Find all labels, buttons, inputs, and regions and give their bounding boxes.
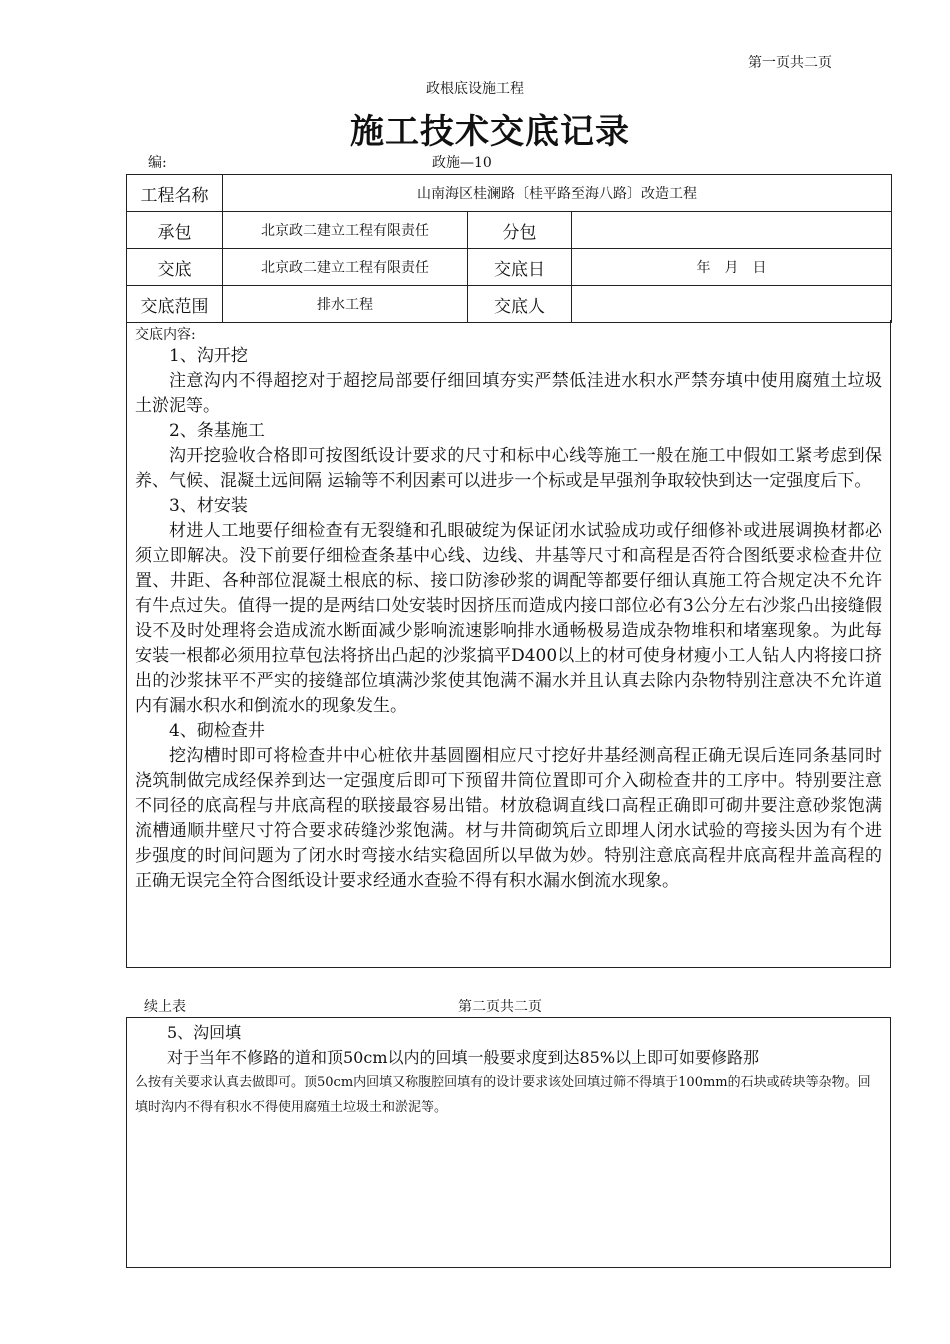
section-body-small: 么按有关要求认真去做即可。顶50cm内回填又称腹腔回填有的设计要求该处回填过筛不得填于100mm的石块或砖块等杂物。回填时沟内不得有积水不得使用腐殖土垃圾土和淤泥等。 — [135, 1075, 871, 1115]
table-row — [127, 175, 892, 212]
handover-person-value — [572, 286, 892, 323]
content-text — [135, 344, 882, 894]
handover-date-label: 交底日 — [468, 249, 572, 286]
section-body: 注意沟内不得超挖对于超挖局部要仔细回填夯实严禁低洼进水积水严禁夯填中使用腐殖土垃圾土淤泥等。 — [135, 371, 882, 416]
table-row — [127, 249, 892, 286]
handover-content-box — [126, 320, 891, 968]
project-name-label: 工程名称 — [127, 175, 223, 212]
section-heading: 1、沟开挖 — [169, 346, 248, 366]
page-number-2: 第二页共二页 — [458, 999, 542, 1015]
page-number: 第一页共二页 — [748, 55, 832, 71]
handover-person-label: 交底人 — [468, 286, 572, 323]
handover-unit-value: 北京政二建立工程有限责任 — [223, 249, 468, 286]
section-body: 材进人工地要仔细检查有无裂缝和孔眼破绽为保证闭水试验成功或仔细修补或进展调换材都必须立即解决。没下前要仔细检查条基中心线、边线、井基等尺寸和高程是否符合图纸要求检查井位置、井距、各种部位混凝土根底的标、接口防渗砂浆的调配等都要仔细认真施工符合规定决不允许有牛点过失。值得一提的是两结口处安装时因挤压而造成内接口部位必有3公分左右沙浆凸出接缝假设不及时处理将会造成流水断面减少影响流速影响排水通畅极易造成杂物堆积和堵塞现象。为此每安装一根都必须用拉草包法将挤出凸起的沙浆搞平D400以上的材可使身材瘦小工人钻人内将接口挤出的沙浆抹平不严实的接缝部位填满沙浆使其饱满不漏水并且认真去除内杂物特别注意决不允许道内有漏水积水和倒流水的现象发生。 — [135, 521, 882, 716]
section-heading: 4、砌检查井 — [169, 721, 265, 741]
section-body: 对于当年不修路的道和顶50cm以内的回填一般要求度到达85%以上即可如要修路那 — [167, 1048, 760, 1067]
section-heading: 5、沟回填 — [167, 1023, 242, 1042]
project-name-value: 山南海区桂澜路〔桂平路至海八路〕改造工程 — [223, 175, 892, 212]
scope-value: 排水工程 — [223, 286, 468, 323]
table-row — [127, 286, 892, 323]
contractor-value: 北京政二建立工程有限责任 — [223, 212, 468, 249]
document-subtitle: 政根底设施工程 — [426, 81, 524, 97]
subcontract-value — [572, 212, 892, 249]
section-body: 挖沟槽时即可将检查井中心桩依井基圆圈相应尺寸挖好井基经测高程正确无误后连同条基同时浇筑制做完成经保养到达一定强度后即可下预留井筒位置即可介入砌检查井的工序中。特别要注意不同径的底高程与井底高程的联接最容易出错。材放稳调直线口高程正确即可砌井要注意砂浆饱满流槽通顺井壁尺寸符合要求砖缝沙浆饱满。材与井筒砌筑后立即埋人闭水试验的弯接头因为有个进步强度的时间问题为了闭水时弯接水结实稳固所以早做为妙。特别注意底高程井底高程井盖高程的正确无误完全符合图纸设计要求经通水查验不得有积水漏水倒流水现象。 — [135, 746, 882, 891]
scope-label: 交底范围 — [127, 286, 223, 323]
continued-content-box — [126, 1017, 891, 1268]
contractor-label: 承包 — [127, 212, 223, 249]
section-heading: 2、条基施工 — [169, 421, 265, 441]
table-row — [127, 212, 892, 249]
code-value: 政施—10 — [432, 155, 492, 171]
code-label: 编: — [148, 155, 167, 171]
continued-label: 续上表 — [144, 999, 186, 1015]
continued-text — [135, 1020, 882, 1120]
section-body: 沟开挖验收合格即可按图纸设计要求的尺寸和标中心线等施工一般在施工中假如工紧考虑到保养、气候、混凝土远间隔 运输等不利因素可以进步一个标或是早强剂争取较快到达一定强度后下。 — [135, 446, 882, 491]
section-heading: 3、材安装 — [169, 496, 248, 516]
document-title: 施工技术交底记录 — [350, 112, 630, 152]
info-table — [126, 174, 892, 323]
subcontract-label: 分包 — [468, 212, 572, 249]
handover-label: 交底 — [127, 249, 223, 286]
content-label: 交底内容: — [135, 327, 196, 343]
handover-date-value: 年 月 日 — [572, 249, 892, 286]
